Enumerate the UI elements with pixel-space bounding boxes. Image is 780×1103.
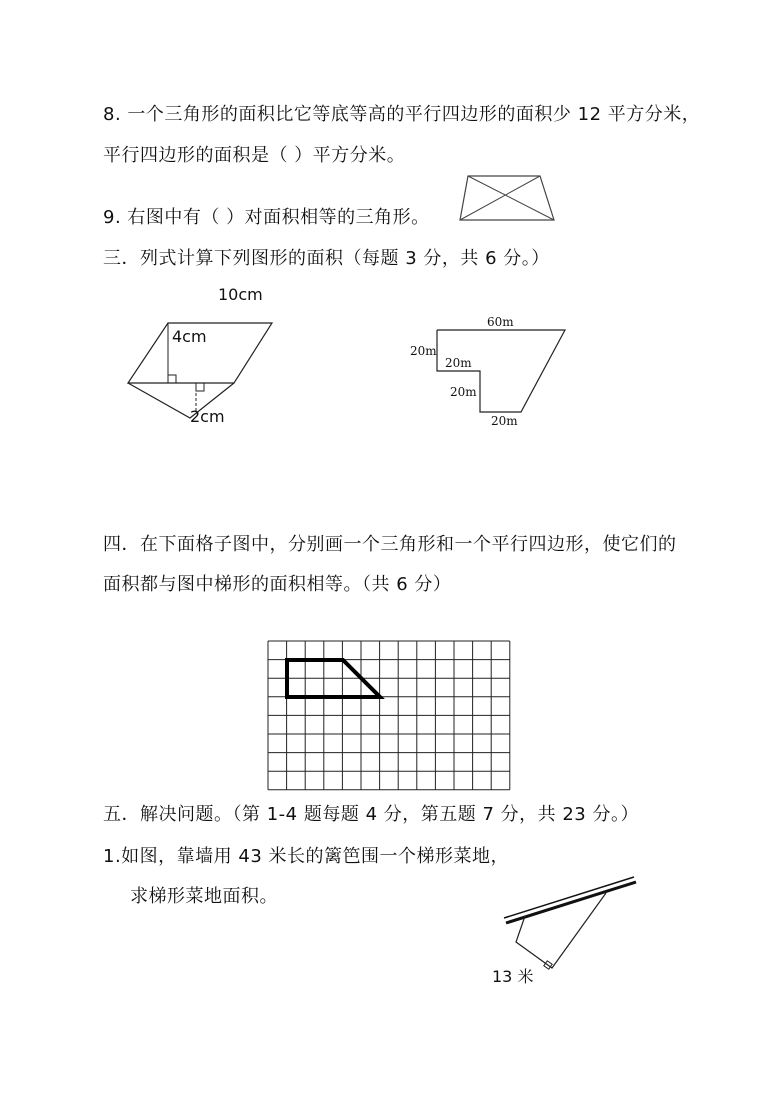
- drawing-grid[interactable]: [266, 639, 516, 791]
- q9-text: 9. 右图中有（ ）对面积相等的三角形。: [103, 207, 430, 228]
- q8-line2: 平行四边形的面积是（ ）平方分米。: [103, 145, 406, 166]
- section5-title: 五．解决问题。（第 1-4 题每题 4 分，第五题 7 分，共 23 分。）: [103, 804, 639, 825]
- fig-13m-label: 13 米: [492, 967, 534, 986]
- section3-title: 三．列式计算下列图形的面积（每题 3 分，共 6 分。）: [103, 248, 550, 269]
- fig1-top-label: 10cm: [218, 285, 263, 304]
- wall-trapezoid-figure: [480, 870, 650, 990]
- fig2-step-h-label: 20m: [445, 356, 472, 370]
- trapezoid-diagonals-figure: [458, 172, 558, 224]
- composite-figure: [405, 310, 575, 430]
- fig1-tri-height-label: 2cm: [190, 407, 225, 426]
- q8-line1: 8. 一个三角形的面积比它等底等高的平行四边形的面积少 12 平方分米，: [103, 104, 701, 125]
- section5-q1-line1: 1.如图，靠墙用 43 米长的篱笆围一个梯形菜地，: [103, 846, 510, 867]
- parallelogram-triangle-figure: [120, 280, 290, 430]
- section4-line1: 四．在下面格子图中，分别画一个三角形和一个平行四边形，使它们的: [103, 534, 677, 555]
- fig2-bottom-label: 20m: [491, 414, 518, 428]
- grid-lines: [268, 641, 510, 790]
- section4-line2: 面积都与图中梯形的面积相等。（共 6 分）: [103, 574, 452, 595]
- section5-q1-line2: 求梯形菜地面积。: [130, 886, 278, 907]
- fig2-step-v-label: 20m: [450, 385, 477, 399]
- fig2-top-label: 60m: [487, 315, 514, 329]
- fig1-height-label: 4cm: [172, 327, 207, 346]
- wall: [506, 882, 636, 923]
- fig2-left-label: 20m: [410, 344, 437, 358]
